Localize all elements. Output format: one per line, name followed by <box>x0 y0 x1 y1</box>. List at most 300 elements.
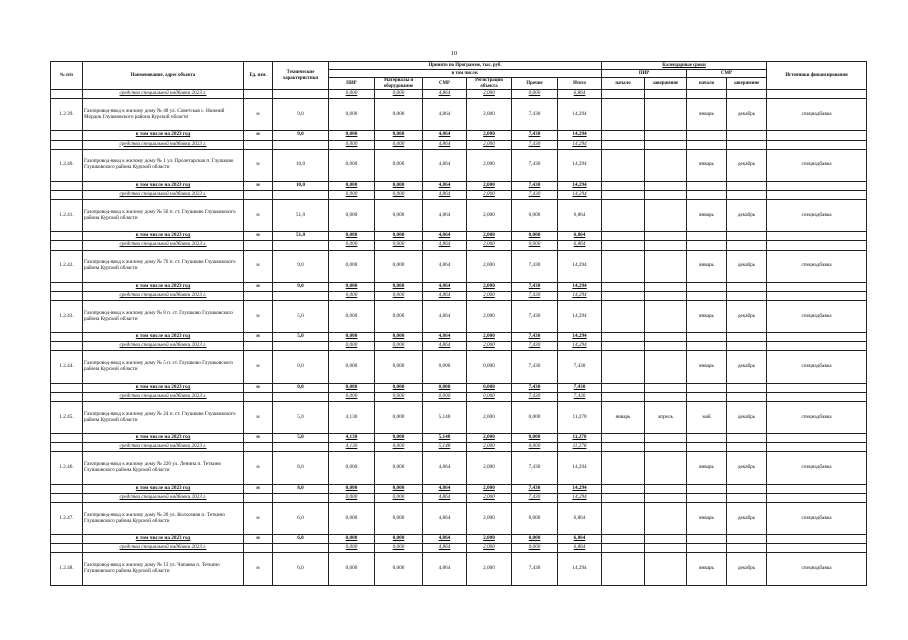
unit-cell: м <box>244 535 273 544</box>
subsidy-label: средства специальной надбавки 2023 г. <box>83 443 244 452</box>
reg-cell: 2,000 <box>467 181 512 190</box>
smr-cell: 4,864 <box>423 553 467 586</box>
smr-end-cell: декабрь <box>727 250 767 282</box>
pir-end-cell <box>645 383 687 392</box>
subsidy-label: средства специальной надбавки 2023 г. <box>83 392 244 401</box>
pir-start-cell <box>602 131 645 140</box>
smr-start-cell: январь <box>687 300 727 332</box>
mat-cell: 0,000 <box>375 181 423 190</box>
smr-start-cell <box>687 484 727 493</box>
reg-cell: 2,000 <box>467 443 512 452</box>
total-cell: 7,430 <box>558 351 602 383</box>
pir-cell: 4,130 <box>329 443 375 452</box>
header-smr-start: начало <box>687 78 727 90</box>
total-cell: 6,864 <box>558 200 602 232</box>
smr-start-cell <box>687 333 727 342</box>
unit-cell: м <box>244 401 273 433</box>
mat-cell: 0,000 <box>375 383 423 392</box>
pir-start-cell <box>602 493 645 502</box>
total-cell: 14,294 <box>558 333 602 342</box>
source-cell: спецнадбавка <box>767 452 867 484</box>
smr-end-cell: декабрь <box>727 99 767 131</box>
total-cell: 14,294 <box>558 140 602 149</box>
year-total-label: в том числе на 2023 год <box>83 232 244 241</box>
mat-cell: 0,000 <box>375 392 423 401</box>
row-number: 1.2.47. <box>51 502 83 534</box>
total-cell: 7,430 <box>558 392 602 401</box>
row-number <box>51 535 83 544</box>
mat-cell: 0,000 <box>375 149 423 181</box>
smr-start-cell <box>687 90 727 99</box>
tech-cell <box>273 342 329 351</box>
smr-start-cell <box>687 131 727 140</box>
source-cell: спецнадбавка <box>767 401 867 433</box>
year-total-row <box>51 232 867 241</box>
source-cell: спецнадбавка <box>767 300 867 332</box>
reg-cell: 2,000 <box>467 200 512 232</box>
pir-start-cell <box>602 484 645 493</box>
smr-start-cell: январь <box>687 502 727 534</box>
subsidy-row <box>51 241 867 250</box>
source-cell <box>767 282 867 291</box>
row-number <box>51 131 83 140</box>
pir-cell: 0,000 <box>329 190 375 199</box>
unit-cell <box>244 190 273 199</box>
reg-cell: 2,000 <box>467 452 512 484</box>
pir-end-cell <box>645 282 687 291</box>
smr-cell: 4,864 <box>423 282 467 291</box>
unit-cell: м <box>244 181 273 190</box>
object-name: Газопровод-ввод к жилому дому № 13 ул. Чапаева п. Теткино Глушковского района Курской области <box>83 553 244 586</box>
smr-cell: 4,864 <box>423 190 467 199</box>
pir-cell: 0,000 <box>329 351 375 383</box>
reg-cell: 2,000 <box>467 401 512 433</box>
pir-start-cell <box>602 434 645 443</box>
source-cell <box>767 181 867 190</box>
other-cell: 0,000 <box>512 90 558 99</box>
unit-cell <box>244 140 273 149</box>
smr-cell: 4,864 <box>423 300 467 332</box>
tech-cell: 51,0 <box>273 232 329 241</box>
pir-cell: 0,000 <box>329 300 375 332</box>
pir-end-cell <box>645 392 687 401</box>
source-cell <box>767 392 867 401</box>
tech-cell: 5,0 <box>273 434 329 443</box>
tech-cell: 5,0 <box>273 300 329 332</box>
smr-end-cell: декабрь <box>727 351 767 383</box>
pir-start-cell <box>602 90 645 99</box>
pir-start-cell <box>602 232 645 241</box>
row-number <box>51 493 83 502</box>
subsidy-row <box>51 140 867 149</box>
pir-cell: 0,000 <box>329 131 375 140</box>
pir-start-cell <box>602 535 645 544</box>
subsidy-row <box>51 544 867 553</box>
header-source: Источники финансирования <box>767 62 867 90</box>
unit-cell: м <box>244 502 273 534</box>
header-num: № п/п <box>51 62 83 90</box>
reg-cell: 2,000 <box>467 241 512 250</box>
object-row <box>51 401 867 433</box>
tech-cell <box>273 493 329 502</box>
object-name: Газопровод-ввод к жилому дому № 48 ул. Советская с. Нижний Мордок Глушковского района Курской области <box>83 99 244 131</box>
tech-cell: 9,0 <box>273 99 329 131</box>
row-number <box>51 443 83 452</box>
object-row <box>51 502 867 534</box>
reg-cell: 2,000 <box>467 434 512 443</box>
total-cell: 14,294 <box>558 181 602 190</box>
subsidy-label: средства специальной надбавки 2023 г. <box>83 291 244 300</box>
other-cell: 7,430 <box>512 484 558 493</box>
subsidy-label: средства специальной надбавки 2023 г. <box>83 544 244 553</box>
object-name: Газопровод-ввод к жилому дому № 5 п. ст. Глушково Глушковского района Курской области <box>83 351 244 383</box>
smr-cell: 4,864 <box>423 241 467 250</box>
tech-cell <box>273 291 329 300</box>
unit-cell: м <box>244 200 273 232</box>
total-cell: 14,294 <box>558 291 602 300</box>
row-number <box>51 291 83 300</box>
pir-end-cell <box>645 99 687 131</box>
smr-cell: 4,864 <box>423 544 467 553</box>
reg-cell: 2,000 <box>467 232 512 241</box>
header-pir-end: завершение <box>645 78 687 90</box>
mat-cell: 0,000 <box>375 291 423 300</box>
program-table <box>50 61 867 586</box>
pir-end-cell <box>645 140 687 149</box>
smr-end-cell <box>727 443 767 452</box>
source-cell <box>767 443 867 452</box>
object-row <box>51 553 867 586</box>
row-number <box>51 484 83 493</box>
total-cell: 14,294 <box>558 493 602 502</box>
pir-cell: 0,000 <box>329 493 375 502</box>
pir-start-cell <box>602 250 645 282</box>
pir-end-cell <box>645 241 687 250</box>
pir-start-cell <box>602 190 645 199</box>
row-number <box>51 241 83 250</box>
tech-cell: 9,0 <box>273 282 329 291</box>
smr-end-cell <box>727 544 767 553</box>
row-number <box>51 181 83 190</box>
smr-end-cell <box>727 535 767 544</box>
pir-end-cell <box>645 493 687 502</box>
page-number: 10 <box>450 50 458 57</box>
smr-cell: 4,864 <box>423 90 467 99</box>
mat-cell: 0,000 <box>375 282 423 291</box>
total-cell: 6,864 <box>558 544 602 553</box>
smr-end-cell <box>727 181 767 190</box>
mat-cell: 0,000 <box>375 90 423 99</box>
smr-end-cell: декабрь <box>727 401 767 433</box>
object-name: Газопровод-ввод к жилому дому № 56 п. ст. Глушково Глушковского района Курской области <box>83 200 244 232</box>
pir-end-cell <box>645 544 687 553</box>
smr-cell: 4,864 <box>423 200 467 232</box>
tech-cell: 51,0 <box>273 200 329 232</box>
reg-cell: 2,000 <box>467 131 512 140</box>
smr-end-cell <box>727 241 767 250</box>
smr-cell: 4,864 <box>423 484 467 493</box>
row-number <box>51 190 83 199</box>
header-name: Наименование, адрес объекта <box>83 62 244 90</box>
pir-end-cell <box>645 553 687 586</box>
subsidy-row <box>51 443 867 452</box>
unit-cell <box>244 291 273 300</box>
smr-cell: 4,864 <box>423 99 467 131</box>
unit-cell <box>244 544 273 553</box>
total-cell: 6,864 <box>558 232 602 241</box>
pir-cell: 0,000 <box>329 181 375 190</box>
smr-start-cell <box>687 342 727 351</box>
total-cell: 14,294 <box>558 300 602 332</box>
object-name: Газопровод-ввод к жилому дому № 226 ул. Ленина п. Теткино Глушковского района Курской области <box>83 452 244 484</box>
unit-cell: м <box>244 351 273 383</box>
pir-end-cell: апрель <box>645 401 687 433</box>
source-cell: спецнадбавка <box>767 149 867 181</box>
other-cell: 7,430 <box>512 333 558 342</box>
row-number: 1.2.44. <box>51 351 83 383</box>
reg-cell: 2,000 <box>467 502 512 534</box>
smr-end-cell <box>727 392 767 401</box>
pir-end-cell <box>645 434 687 443</box>
pir-start-cell <box>602 342 645 351</box>
other-cell: 7,430 <box>512 342 558 351</box>
pir-cell: 0,000 <box>329 282 375 291</box>
tech-cell <box>273 392 329 401</box>
pir-start-cell <box>602 392 645 401</box>
object-name: Газопровод-ввод к жилому дому № 24 п. ст. Глушково Глушковского района Курской области <box>83 401 244 433</box>
unit-cell: м <box>244 149 273 181</box>
other-cell: 7,430 <box>512 300 558 332</box>
pir-cell: 0,000 <box>329 452 375 484</box>
smr-start-cell <box>687 291 727 300</box>
source-cell: спецнадбавка <box>767 250 867 282</box>
smr-end-cell <box>727 131 767 140</box>
unit-cell: м <box>244 232 273 241</box>
mat-cell: 0,000 <box>375 232 423 241</box>
mat-cell: 0,000 <box>375 241 423 250</box>
row-number <box>51 544 83 553</box>
total-cell: 6,864 <box>558 241 602 250</box>
pir-end-cell <box>645 190 687 199</box>
year-total-label: в том числе на 2023 год <box>83 333 244 342</box>
unit-cell <box>244 342 273 351</box>
unit-cell: м <box>244 250 273 282</box>
total-cell: 6,864 <box>558 535 602 544</box>
object-row <box>51 300 867 332</box>
other-cell: 0,000 <box>512 434 558 443</box>
table-body <box>51 90 867 586</box>
unit-cell: м <box>244 333 273 342</box>
smr-cell: 5,148 <box>423 443 467 452</box>
smr-start-cell: январь <box>687 250 727 282</box>
row-number <box>51 434 83 443</box>
reg-cell: 2,000 <box>467 250 512 282</box>
pir-start-cell <box>602 544 645 553</box>
smr-start-cell <box>687 140 727 149</box>
object-row <box>51 452 867 484</box>
mat-cell: 0,000 <box>375 434 423 443</box>
pir-end-cell <box>645 351 687 383</box>
pir-end-cell <box>645 250 687 282</box>
smr-start-cell <box>687 181 727 190</box>
other-cell: 7,430 <box>512 181 558 190</box>
header-total: Итого <box>558 78 602 90</box>
total-cell: 6,864 <box>558 90 602 99</box>
header-other: Прочие <box>512 78 558 90</box>
other-cell: 7,430 <box>512 131 558 140</box>
smr-cell: 0,000 <box>423 392 467 401</box>
source-cell <box>767 291 867 300</box>
tech-cell: 6,0 <box>273 535 329 544</box>
pir-start-cell <box>602 351 645 383</box>
smr-start-cell <box>687 282 727 291</box>
year-total-label: в том числе на 2023 год <box>83 484 244 493</box>
mat-cell: 0,000 <box>375 131 423 140</box>
source-cell <box>767 131 867 140</box>
subsidy-row <box>51 342 867 351</box>
row-number <box>51 232 83 241</box>
tech-cell <box>273 190 329 199</box>
header-incl: в том числе: <box>329 70 602 78</box>
pir-cell: 0,000 <box>329 383 375 392</box>
tech-cell: 5,0 <box>273 333 329 342</box>
subsidy-label: средства специальной надбавки 2023 г. <box>83 493 244 502</box>
pir-start-cell <box>602 200 645 232</box>
other-cell: 0,000 <box>512 241 558 250</box>
total-cell: 14,294 <box>558 250 602 282</box>
other-cell: 0,000 <box>512 200 558 232</box>
row-number <box>51 392 83 401</box>
pir-end-cell <box>645 535 687 544</box>
pir-start-cell <box>602 140 645 149</box>
smr-end-cell <box>727 232 767 241</box>
tech-cell: 8,0 <box>273 452 329 484</box>
total-cell: 14,294 <box>558 342 602 351</box>
smr-end-cell: декабрь <box>727 502 767 534</box>
pir-start-cell <box>602 502 645 534</box>
object-name: Газопровод-ввод к жилому дому № 76 п. ст. Глушково Глушковского района Курской области <box>83 250 244 282</box>
unit-cell: м <box>244 484 273 493</box>
mat-cell: 0,000 <box>375 190 423 199</box>
header-tech: Технические характеристики <box>273 62 329 90</box>
smr-end-cell <box>727 140 767 149</box>
smr-start-cell <box>687 434 727 443</box>
source-cell <box>767 333 867 342</box>
source-cell <box>767 535 867 544</box>
header-smr-end: завершение <box>727 78 767 90</box>
year-total-row <box>51 434 867 443</box>
source-cell <box>767 434 867 443</box>
pir-end-cell <box>645 452 687 484</box>
reg-cell: 2,000 <box>467 484 512 493</box>
pir-cell: 0,000 <box>329 342 375 351</box>
smr-start-cell <box>687 241 727 250</box>
pir-start-cell <box>602 181 645 190</box>
pir-cell: 0,000 <box>329 553 375 586</box>
pir-start-cell <box>602 383 645 392</box>
source-cell <box>767 544 867 553</box>
subsidy-row <box>51 291 867 300</box>
smr-cell: 4,864 <box>423 140 467 149</box>
pir-start-cell <box>602 99 645 131</box>
smr-start-cell <box>687 392 727 401</box>
year-total-row <box>51 333 867 342</box>
reg-cell: 2,000 <box>467 90 512 99</box>
pir-cell: 0,000 <box>329 241 375 250</box>
smr-start-cell: январь <box>687 553 727 586</box>
smr-cell: 4,864 <box>423 232 467 241</box>
other-cell: 7,430 <box>512 351 558 383</box>
object-row <box>51 200 867 232</box>
smr-start-cell <box>687 544 727 553</box>
reg-cell: 2,000 <box>467 99 512 131</box>
smr-start-cell <box>687 232 727 241</box>
tech-cell: 10,0 <box>273 149 329 181</box>
pir-end-cell <box>645 131 687 140</box>
smr-cell: 0,000 <box>423 351 467 383</box>
mat-cell: 0,000 <box>375 351 423 383</box>
pir-start-cell <box>602 443 645 452</box>
other-cell: 7,430 <box>512 149 558 181</box>
total-cell: 14,294 <box>558 452 602 484</box>
smr-end-cell: декабрь <box>727 200 767 232</box>
subsidy-row <box>51 90 867 99</box>
row-number: 1.2.40. <box>51 149 83 181</box>
pir-start-cell <box>602 300 645 332</box>
year-total-label: в том числе на 2023 год <box>83 282 244 291</box>
smr-start-cell <box>687 190 727 199</box>
total-cell: 14,294 <box>558 190 602 199</box>
subsidy-label: средства специальной надбавки 2023 г. <box>83 241 244 250</box>
tech-cell <box>273 544 329 553</box>
mat-cell: 0,000 <box>375 544 423 553</box>
reg-cell: 2,000 <box>467 553 512 586</box>
reg-cell: 0,000 <box>467 392 512 401</box>
total-cell: 14,294 <box>558 131 602 140</box>
subsidy-label: средства специальной надбавки 2023 г. <box>83 342 244 351</box>
tech-cell: 0,0 <box>273 383 329 392</box>
pir-start-cell <box>602 452 645 484</box>
row-number: 1.2.43. <box>51 300 83 332</box>
pir-cell: 0,000 <box>329 392 375 401</box>
tech-cell: 6,0 <box>273 502 329 534</box>
smr-start-cell: январь <box>687 452 727 484</box>
smr-cell: 4,864 <box>423 493 467 502</box>
smr-end-cell <box>727 282 767 291</box>
year-total-row <box>51 131 867 140</box>
pir-end-cell <box>645 291 687 300</box>
unit-cell <box>244 392 273 401</box>
reg-cell: 2,000 <box>467 493 512 502</box>
object-name: Газопровод-ввод к жилому дому № 20 ул. Колхозная п. Теткино Глушковского района Курской области <box>83 502 244 534</box>
reg-cell: 0,000 <box>467 383 512 392</box>
mat-cell: 0,000 <box>375 300 423 332</box>
header-unit: Ед. изм. <box>244 62 273 90</box>
unit-cell <box>244 443 273 452</box>
total-cell: 6,864 <box>558 502 602 534</box>
other-cell: 0,000 <box>512 544 558 553</box>
total-cell: 11,278 <box>558 401 602 433</box>
total-cell: 14,294 <box>558 149 602 181</box>
subsidy-label: средства специальной надбавки 2023 г. <box>83 190 244 199</box>
tech-cell: 9,0 <box>273 250 329 282</box>
year-total-label: в том числе на 2023 год <box>83 535 244 544</box>
row-number: 1.2.45. <box>51 401 83 433</box>
tech-cell <box>273 140 329 149</box>
tech-cell: 0,0 <box>273 351 329 383</box>
mat-cell: 0,000 <box>375 140 423 149</box>
smr-cell: 4,864 <box>423 535 467 544</box>
